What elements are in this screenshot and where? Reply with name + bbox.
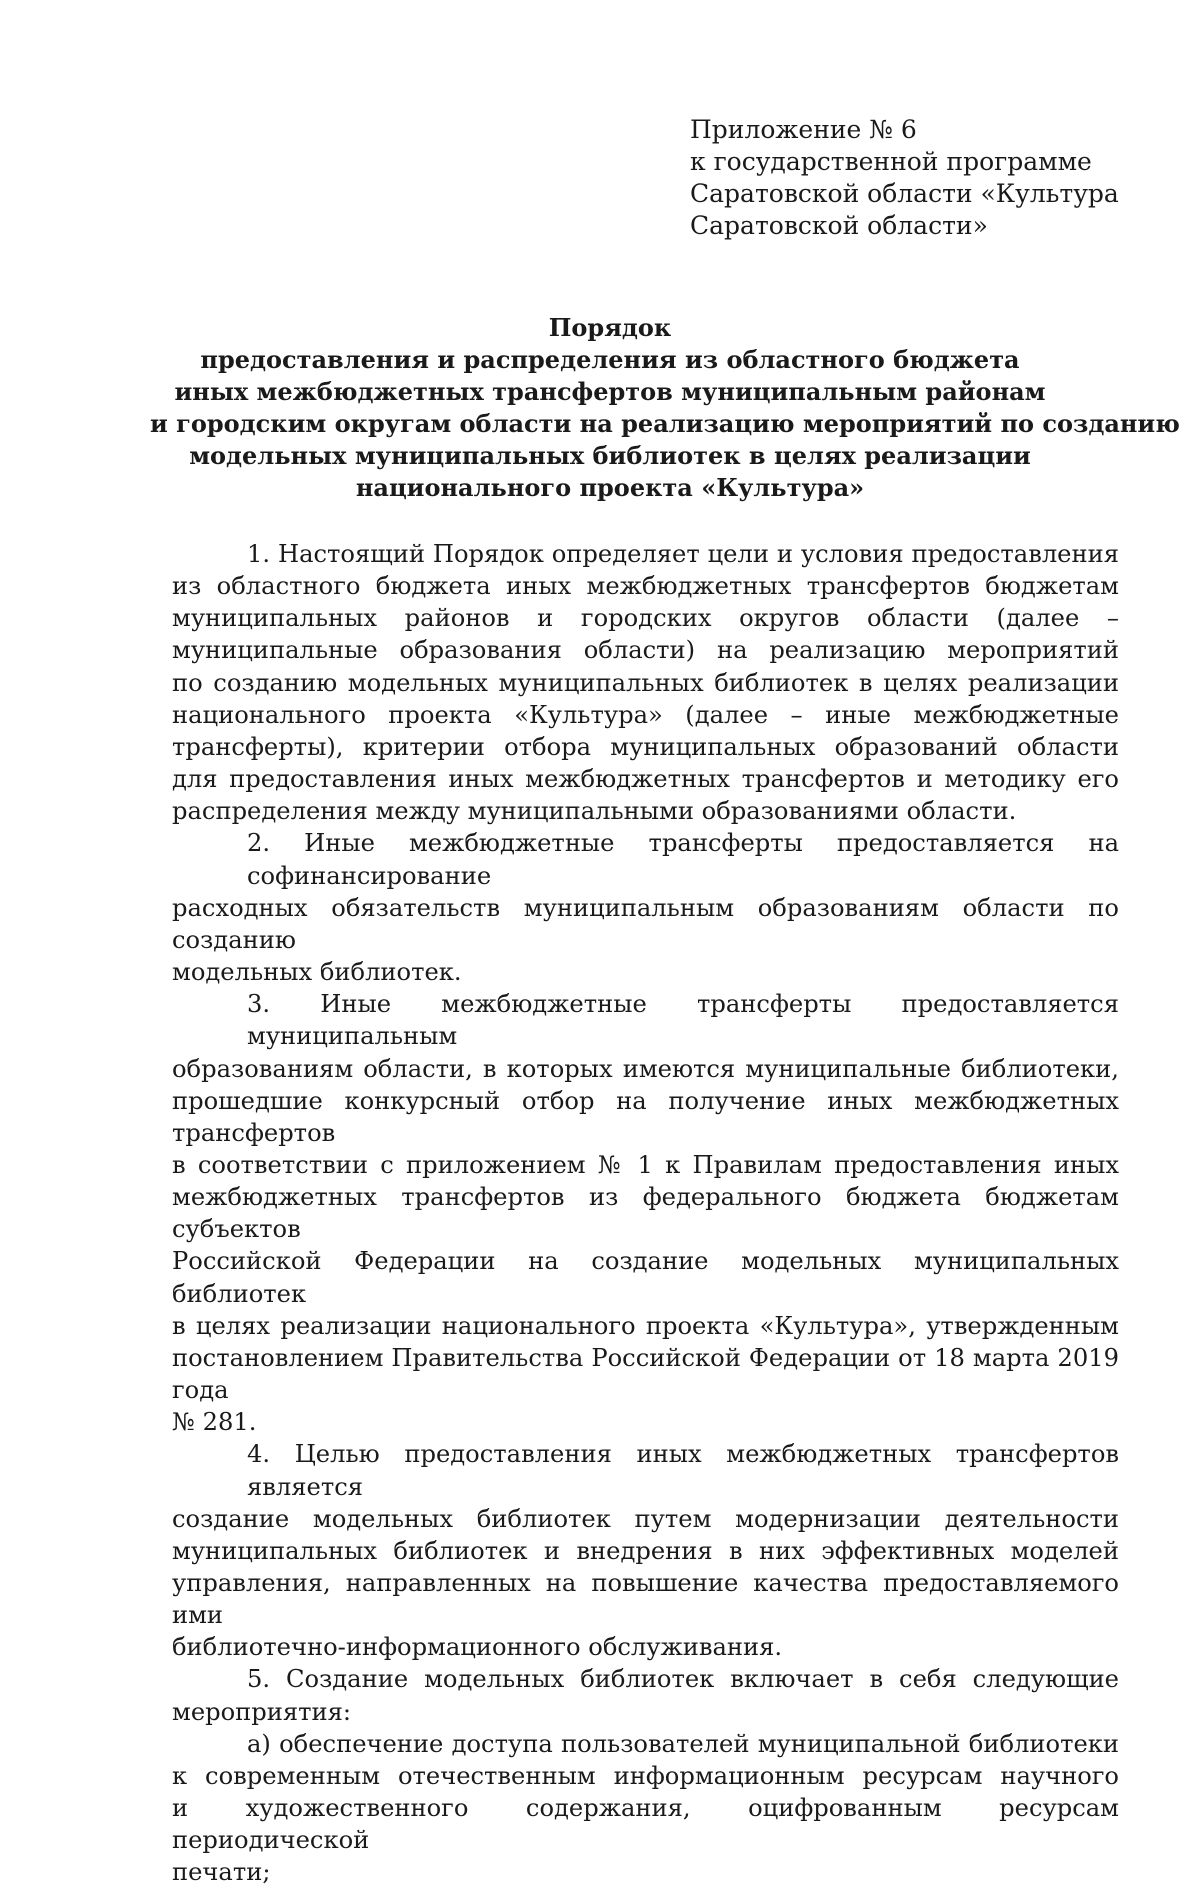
body-line: создание модельных библиотек путем модернизации деятельности <box>172 1504 1119 1533</box>
body-line: 2. Иные межбюджетные трансферты предоставляется на софинансирование <box>247 829 1119 890</box>
title-line: и городским округам области на реализацию мероприятий по созданию <box>150 409 1180 438</box>
body-line: по созданию модельных муниципальных библиотек в целях реализации <box>172 668 1119 697</box>
body-line: библиотечно-информационного обслуживания. <box>172 1633 783 1662</box>
body-line: в соответствии с приложением № 1 к Правилам предоставления иных <box>172 1150 1119 1179</box>
title-line: предоставления и распределения из областного бюджета <box>200 345 1020 374</box>
body-line: № 281. <box>172 1408 257 1437</box>
title-line: иных межбюджетных трансфертов муниципальным районам <box>174 377 1046 406</box>
body-line: Российской Федерации на создание модельных муниципальных библиотек <box>172 1247 1119 1308</box>
body-line: печати; <box>172 1858 271 1887</box>
body-line: муниципальных районов и городских округов области (далее – <box>172 604 1119 633</box>
appendix-line: Приложение № 6 <box>690 115 917 144</box>
appendix-line: Саратовской области» <box>690 211 988 240</box>
body-line: в целях реализации национального проекта «Культура», утвержденным <box>172 1311 1119 1340</box>
body-line: 4. Целью предоставления иных межбюджетных трансфертов является <box>247 1440 1119 1501</box>
appendix-line: Саратовской области «Культура <box>690 179 1119 208</box>
body-line: 5. Создание модельных библиотек включает в себя следующие <box>247 1665 1119 1694</box>
body-line: модельных библиотек. <box>172 958 462 987</box>
body-line: и художественного содержания, оцифрованным ресурсам периодической <box>172 1794 1119 1855</box>
body-line: расходных обязательств муниципальным образованиям области по созданию <box>172 893 1119 954</box>
body-line: национального проекта «Культура» (далее – иные межбюджетные <box>172 700 1119 729</box>
body-line: муниципальных библиотек и внедрения в них эффективных моделей <box>172 1536 1119 1565</box>
body-line: распределения между муниципальными образованиями области. <box>172 797 1017 826</box>
body-line: из областного бюджета иных межбюджетных трансфертов бюджетам <box>172 572 1119 601</box>
body-line: а) обеспечение доступа пользователей муниципальной библиотеки <box>247 1729 1119 1758</box>
body-line: образованиям области, в которых имеются муниципальные библиотеки, <box>172 1054 1119 1083</box>
title-line: модельных муниципальных библиотек в целях реализации <box>189 441 1031 470</box>
body-line: мероприятия: <box>172 1697 352 1726</box>
body-line: постановлением Правительства Российской Федерации от 18 марта 2019 года <box>172 1343 1119 1405</box>
body-line: к современным отечественным информационным ресурсам научного <box>172 1761 1119 1790</box>
body-line: трансферты), критерии отбора муниципальных образований области <box>172 732 1119 761</box>
appendix-line: к государственной программе <box>690 147 1092 176</box>
body-line: 3. Иные межбюджетные трансферты предоставляется муниципальным <box>247 990 1119 1051</box>
title-line: национального проекта «Культура» <box>355 473 865 502</box>
body-line: управления, направленных на повышение качества предоставляемого ими <box>172 1569 1119 1630</box>
appendix-header <box>690 114 1160 242</box>
title-line: Порядок <box>548 313 672 342</box>
document-body <box>172 538 1119 1889</box>
body-line: прошедшие конкурсный отбор на получение иных межбюджетных трансфертов <box>172 1086 1119 1147</box>
document-title <box>150 312 1180 504</box>
body-line: межбюджетных трансфертов из федерального бюджета бюджетам субъектов <box>172 1183 1119 1244</box>
body-line: 1. Настоящий Порядок определяет цели и условия предоставления <box>247 540 1119 568</box>
body-line: для предоставления иных межбюджетных трансфертов и методику его <box>172 765 1119 794</box>
body-line: муниципальные образования области) на реализацию мероприятий <box>172 636 1119 665</box>
